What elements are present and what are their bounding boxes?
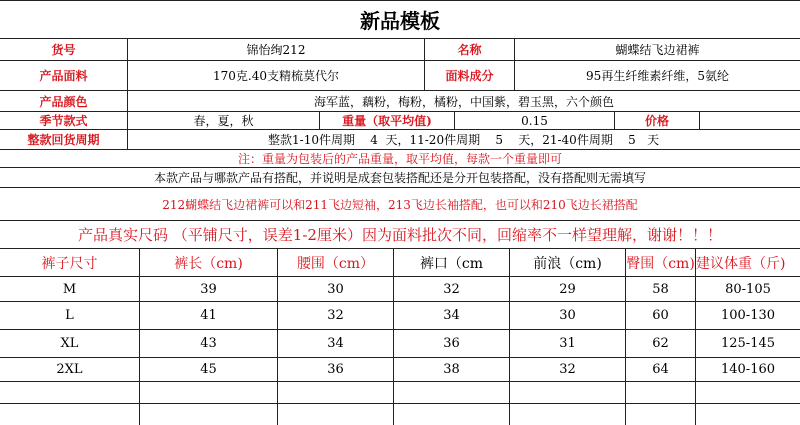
size-cell: 41 [140,302,278,329]
empty-cell [626,404,696,425]
season-label: 季节款式 [0,112,128,129]
size-header-cell: 建议体重（斤) [696,255,786,272]
size-cell: 30 [278,277,394,301]
match-note-row [0,168,800,188]
empty-cell [696,404,800,425]
size-cell: 80-105 [725,281,771,297]
composition-value: 95再生纤维素纤维，5氨纶 [586,69,729,83]
season-row [0,112,800,130]
cycle-value: 整款1-10件周期 4 天，11-20件周期 5 天，21-40件周期 5 天 [268,133,660,147]
size-cell: 125-145 [720,336,776,351]
empty-cell [510,382,626,403]
size-cell: 100-130 [720,308,776,323]
size-cell: 32 [510,358,626,381]
empty-cell [140,404,278,425]
size-cell: 31 [510,330,626,357]
size-row-m [0,277,800,302]
fabric-value: 170克.40支精梳莫代尔 [128,61,425,90]
empty-row [0,404,800,425]
empty-cell [278,382,394,403]
price-value [700,112,800,129]
size-header-cell: 裤长（cm) [140,249,278,276]
empty-cell [394,404,510,425]
size-cell: 36 [278,358,394,381]
fabric-label: 产品面料 [0,61,128,90]
empty-row [0,382,800,404]
composition-label: 面料成分 [425,61,515,90]
color-value: 海军蓝，藕粉，梅粉，橘粉，中国紫，碧玉黑，六个颜色 [313,94,614,109]
size-cell: 29 [510,277,626,301]
size-row-l [0,302,800,330]
color-row [0,91,800,112]
size-cell: 34 [394,302,510,329]
item-row [0,39,800,61]
cycle-label: 整款回货周期 [0,130,128,149]
size-cell: 38 [394,358,510,381]
empty-cell [278,404,394,425]
size-cell: 39 [140,277,278,301]
size-cell: L [0,302,140,329]
size-note: 产品真实尺码 （平铺尺寸，误差1-2厘米）因为面料批次不同，回缩率不一样望理解，谢谢！！！ [78,226,722,244]
size-cell: M [0,277,140,301]
size-cell: 32 [394,277,510,301]
match-detail-row [0,188,800,221]
size-cell: 36 [394,330,510,357]
item-no-value: 锦怡绚212 [128,39,425,60]
size-cell: XL [0,330,140,357]
empty-cell [696,382,800,403]
name-value: 蝴蝶结飞边裙裤 [615,43,700,57]
color-label: 产品颜色 [0,91,128,111]
season-value: 春，夏，秋 [128,112,320,129]
size-cell: 34 [278,330,394,357]
weight-label: 重量（取平均值) [320,112,455,129]
size-cell: 43 [140,330,278,357]
size-table-header [0,249,800,277]
match-detail: 212蝴蝶结飞边裙裤可以和211飞边短袖，213飞边长袖搭配，也可以和210飞边长裙搭配 [162,197,638,212]
size-cell: 2XL [0,358,140,381]
size-note-row [0,221,800,249]
size-cell: 62 [626,330,696,357]
empty-cell [0,382,140,403]
size-cell: 140-160 [720,362,776,377]
size-header-cell: 裤口（cm [394,249,510,276]
empty-cell [394,382,510,403]
size-header-cell: 前浪（cm) [510,249,626,276]
size-header-cell: 裤子尺寸 [0,249,140,276]
size-cell: 58 [626,277,696,301]
size-header-cell: 腰围（cm） [278,249,394,276]
size-cell: 30 [510,302,626,329]
page-title: 新品模板 [360,9,440,33]
size-row-xl [0,330,800,358]
name-label: 名称 [425,39,515,60]
size-cell: 45 [140,358,278,381]
empty-cell [140,382,278,403]
weight-note-row [0,150,800,168]
size-cell: 64 [626,358,696,381]
size-cell: 60 [626,302,696,329]
price-label: 价格 [615,112,700,129]
size-cell: 32 [278,302,394,329]
title-row [0,1,800,39]
fabric-row [0,61,800,91]
empty-cell [626,382,696,403]
match-note: 本款产品与哪款产品有搭配，并说明是成套包装搭配还是分开包装搭配，没有搭配则无需填写 [153,171,646,185]
empty-cell [0,404,140,425]
size-header-cell: 臀围（cm) [626,249,696,276]
empty-cell [510,404,626,425]
cycle-row [0,130,800,150]
weight-note: 注：重量为包装后的产品重量，取平均值，每款一个重量即可 [237,152,562,166]
size-row-2xl [0,358,800,382]
item-no-label: 货号 [0,39,128,60]
weight-value: 0.15 [455,112,615,129]
